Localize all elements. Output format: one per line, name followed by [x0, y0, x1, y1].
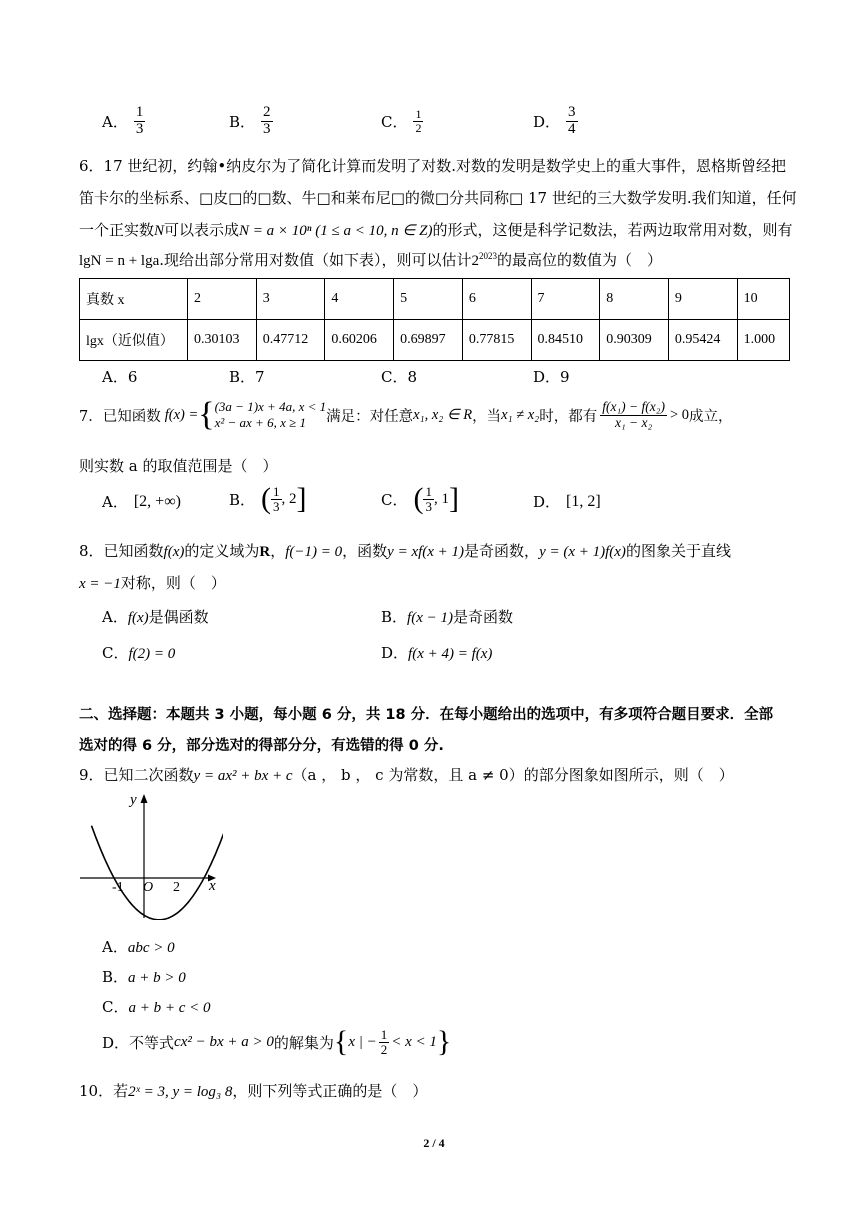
log-identity: lgN = n + lga: [79, 253, 160, 269]
table-cell: 0.84510: [531, 320, 600, 361]
q6-line-1: 6．17 世纪初，约翰•纳皮尔为了简化计算而发明了对数.对数的发明是数学史上的重大事件，恩格斯曾经把: [79, 157, 787, 175]
q8-option-b: B．f(x − 1)是奇函数: [381, 608, 513, 626]
table-cell: 6: [462, 279, 531, 320]
x-axis-label: x: [209, 878, 216, 894]
q6-option-a: A．6: [102, 368, 138, 386]
piecewise-brace: {: [198, 396, 215, 433]
table-cell: 9: [668, 279, 737, 320]
q5-option-d: D． $\frac{3}{4}$: [533, 104, 576, 137]
q7-line-1: 7．已知函数 f(x) = { (3a − 1)x + 4a, x < 1 x² − ax + 6, x ≥ 1 满足：对任意 x₁, x₂ ∈ R ，当 x₁ ≠ x₂ 时，都有 $\frac{\text{f(x₁) − f(x₂)}}{\text{x₁ − x₂}}$ > 0 成立，: [79, 396, 733, 433]
q8-line-2: x = −1对称，则（ ）: [79, 574, 226, 592]
table-row: [80, 279, 790, 320]
q7-option-c: C． ( $\frac{1}{3}$ , 1 ]: [381, 482, 459, 515]
q5-option-b: B． $\frac{2}{3}$: [229, 104, 271, 137]
table-cell: 1.000: [737, 320, 789, 361]
table-cell: 10: [737, 279, 789, 320]
q6-line-4: lgN = n + lga.现给出部分常用对数值（如下表），则可以估计$2^{2023}$的最高位的数值为（ ）: [79, 251, 663, 269]
q9-option-d: D． 不等式 cx² − bx + a > 0 的解集为 { x | − $\frac{1}{2}$ < x < 1 }: [102, 1025, 452, 1058]
origin-label: O: [143, 880, 154, 895]
q7-line-2: 则实数 a 的取值范围是（ ）: [79, 457, 278, 475]
q8-line-1: 8．已知函数f(x)的定义域为R，f(−1) = 0，函数y = xf(x + 1)是奇函数，y = (x + 1)f(x)的图象关于直线: [79, 542, 731, 560]
piecewise-cases: (3a − 1)x + 4a, x < 1 x² − ax + 6, x ≥ 1: [214, 398, 327, 430]
table-cell: 2: [188, 279, 257, 320]
table-cell: lgx（近似值）: [80, 320, 188, 361]
q6-line-2: 笛卡尔的坐标系、□皮□的□数、牛□和莱布尼□的微□分共同称□ 17 世纪的三大数学发明.我们知道，任何: [79, 189, 797, 207]
table-row: [80, 320, 790, 361]
y-axis-arrow: [141, 794, 148, 803]
log-table: [79, 278, 790, 361]
q6-option-d: D．9: [533, 368, 570, 386]
fraction: $\frac{2}{3}$: [263, 104, 271, 137]
q9-option-a: A．abc > 0: [102, 938, 175, 956]
table-cell: 4: [325, 279, 394, 320]
section-2-heading-line-1: 二、选择题：本题共 3 小题，每小题 6 分，共 18 分．在每小题给出的选项中，有多项符合题目要求．全部: [79, 707, 774, 723]
table-cell: 0.90309: [600, 320, 669, 361]
q7-option-b: B． ( $\frac{1}{3}$ , 2 ]: [229, 482, 307, 515]
q9-stem: 9．已知二次函数y = ax² + bx + c（a ， b ， c 为常数，且 a ≠ 0）的部分图象如图所示，则（ ）: [79, 766, 734, 784]
q8-option-c: C．f(2) = 0: [102, 644, 176, 662]
tick-label-2: 2: [173, 880, 180, 895]
q5-option-a: A． $\frac{1}{3}$: [102, 104, 144, 137]
q6-option-c: C．8: [381, 368, 418, 386]
scientific-notation-formula: N = a × 10ⁿ (1 ≤ a < 10, n ∈ Z): [239, 223, 433, 239]
q10-stem: 10．若2ˣ = 3, y = log₃ 8，则下列等式正确的是（ ）: [79, 1082, 428, 1100]
q5-option-c: C． $\frac{1}{2}$: [381, 107, 422, 135]
table-cell: 0.95424: [668, 320, 737, 361]
fraction: $\frac{1}{3}$: [135, 104, 144, 137]
fraction: $\frac{1}{2}$: [415, 107, 422, 135]
q7-option-d: D． [1, 2]: [533, 492, 601, 511]
fraction: $\frac{3}{4}$: [568, 104, 576, 137]
parabola-curve: [92, 826, 224, 920]
section-2-heading-line-2: 选对的得 6 分，部分选对的得部分分，有选错的得 0 分.: [79, 738, 444, 754]
table-cell: 真数 x: [80, 279, 188, 320]
table-cell: 5: [394, 279, 463, 320]
q8-option-d: D．f(x + 4) = f(x): [381, 644, 493, 662]
tick-label-neg1: -1: [112, 880, 124, 895]
table-cell: 0.69897: [394, 320, 463, 361]
y-axis-label: y: [130, 792, 137, 808]
table-cell: 8: [600, 279, 669, 320]
table-cell: 0.77815: [462, 320, 531, 361]
table-cell: 0.60206: [325, 320, 394, 361]
difference-quotient: $\frac{\text{f(x₁) − f(x₂)}}{\text{x₁ − x₂}}$: [602, 399, 665, 430]
q6-option-b: B．7: [229, 368, 265, 386]
parabola-graph: [78, 790, 223, 920]
table-cell: 0.30103: [188, 320, 257, 361]
q6-line-3: 一个正实数N可以表示成N = a × 10ⁿ (1 ≤ a < 10, n ∈ Z)的形式，这便是科学记数法，若两边取常用对数，则有: [79, 221, 793, 239]
table-cell: 3: [256, 279, 325, 320]
q9-option-c: C．a + b + c < 0: [102, 998, 211, 1016]
q8-option-a: A．f(x)是偶函数: [102, 608, 209, 626]
q9-option-b: B．a + b > 0: [102, 968, 186, 986]
page-number: 2 / 4: [423, 1136, 445, 1150]
q7-option-a: A． [2, +∞): [102, 492, 181, 511]
table-cell: 0.47712: [256, 320, 325, 361]
table-cell: 7: [531, 279, 600, 320]
